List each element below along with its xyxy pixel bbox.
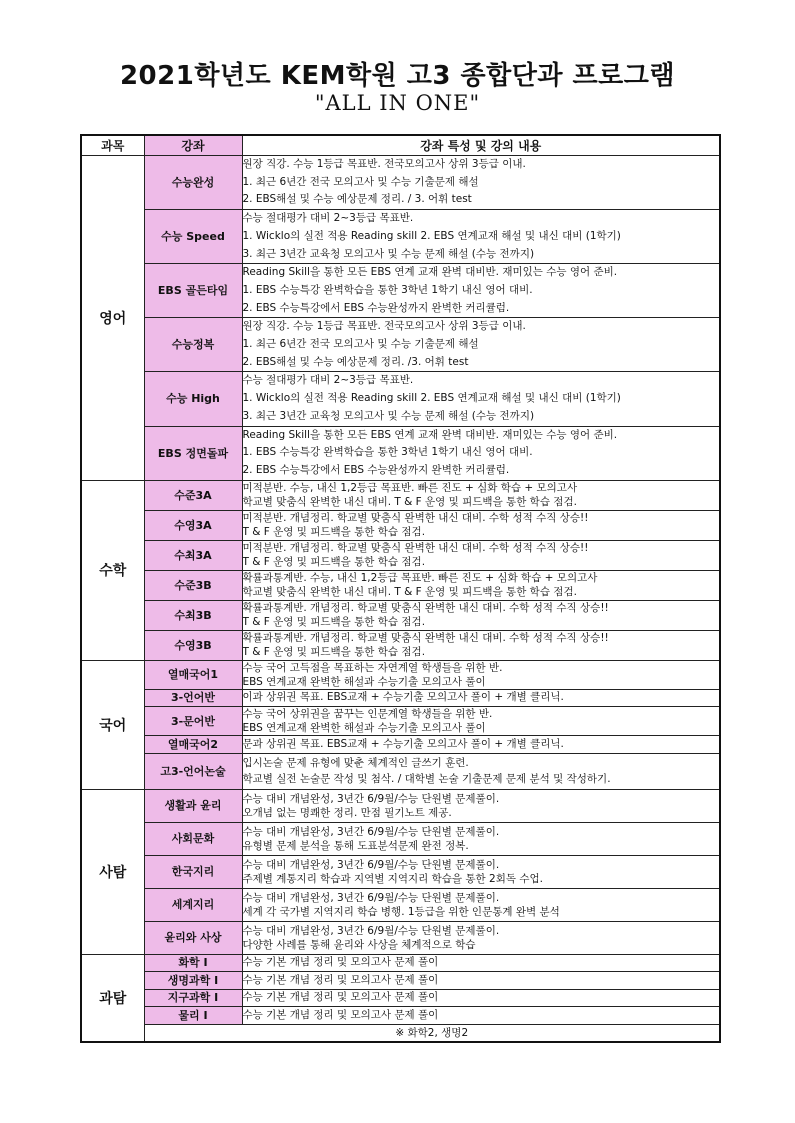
table-row	[81, 707, 720, 736]
subject-cell: 영어	[81, 156, 144, 481]
table-row	[81, 789, 720, 822]
page-subtitle: "ALL IN ONE"	[314, 91, 481, 115]
course-name: 수영3B	[144, 630, 242, 660]
description-line: 다양한 사례를 통해 윤리와 사상을 체계적으로 학습	[242, 938, 476, 951]
description-line: 문과 상위권 목표. EBS교재 + 수능기출 모의고사 풀이 + 개별 클리닉.	[242, 737, 564, 750]
course-name: 한국지리	[144, 855, 242, 888]
course-description	[242, 630, 720, 660]
course-description	[242, 510, 720, 540]
course-description	[242, 972, 720, 990]
course-description	[242, 570, 720, 600]
table-row	[81, 510, 720, 540]
description-line: 오개념 없는 명쾌한 정리. 만점 필기노트 제공.	[242, 806, 452, 819]
description-line: 원장 직강. 수능 1등급 목표반. 전국모의고사 상위 3등급 이내.	[242, 320, 526, 333]
course-name: 세계지리	[144, 888, 242, 921]
table-body	[81, 156, 720, 1042]
description-line: EBS 연계교재 완벽한 해설과 수능기출 모의고사 풀이	[242, 675, 486, 688]
description-line: 수능 기본 개념 정리 및 모의고사 문제 풀이	[242, 1008, 439, 1021]
description-line: 1. 최근 6년간 전국 모의고사 및 수능 기출문제 해설	[242, 338, 479, 351]
course-name: 생활과 윤리	[144, 789, 242, 822]
description-line: 미적분반. 개념정리. 학교별 맞춤식 완벽한 내신 대비. 수학 성적 수직 상승!!	[242, 542, 589, 555]
table-row	[81, 210, 720, 264]
description-line: 수능 대비 개념완성, 3년간 6/9월/수능 단원별 문제풀이.	[242, 825, 500, 838]
note-cell: ※ 화학2, 생명2	[144, 1024, 720, 1042]
course-description	[242, 264, 720, 318]
description-line: 확률과통계반. 개념정리. 학교별 맞춤식 완벽한 내신 대비. 수학 성적 수직 상승!!	[242, 602, 609, 615]
course-description	[242, 954, 720, 972]
description-line: 수능 국어 고득점을 목표하는 자연계열 학생들을 위한 반.	[242, 661, 503, 674]
course-description	[242, 888, 720, 921]
description-line: 수능 절대평가 대비 2~3등급 목표반.	[242, 212, 414, 225]
table-row	[81, 372, 720, 426]
course-name: 수준3A	[144, 480, 242, 510]
course-description	[242, 753, 720, 789]
description-line: 수능 기본 개념 정리 및 모의고사 문제 풀이	[242, 956, 439, 969]
course-name: 수최3A	[144, 540, 242, 570]
description-line: 학교별 맞춤식 완벽한 내신 대비. T & F 운영 및 피드백을 통한 학습 점검.	[242, 586, 577, 599]
course-description	[242, 426, 720, 480]
description-line: 1. 최근 6년간 전국 모의고사 및 수능 기출문제 해설	[242, 175, 479, 188]
table-row	[81, 1007, 720, 1025]
course-name: 윤리와 사상	[144, 921, 242, 954]
description-line: 수능 기본 개념 정리 및 모의고사 문제 풀이	[242, 991, 439, 1004]
description-line: 이과 상위권 목표. EBS교재 + 수능기출 모의고사 풀이 + 개별 클리닉.	[242, 691, 564, 704]
course-description	[242, 822, 720, 855]
table-row	[81, 989, 720, 1007]
table-row	[81, 921, 720, 954]
table-row	[81, 888, 720, 921]
table-row	[81, 630, 720, 660]
course-name: 열매국어2	[144, 736, 242, 754]
course-name: 물리 I	[144, 1007, 242, 1025]
description-line: 1. EBS 수능특강 완벽학습을 통한 3학년 1학기 내신 영어 대비.	[242, 446, 533, 459]
description-line: 2. EBS해설 및 수능 예상문제 정리. / 3. 어휘 test	[242, 193, 472, 206]
course-name: 수영3A	[144, 510, 242, 540]
table-header-row	[81, 135, 720, 156]
course-name: 수능 High	[144, 372, 242, 426]
description-line: 수능 대비 개념완성, 3년간 6/9월/수능 단원별 문제풀이.	[242, 858, 500, 871]
note-row	[81, 1024, 720, 1042]
table-row	[81, 972, 720, 990]
course-description	[242, 789, 720, 822]
course-description	[242, 318, 720, 372]
description-line: T & F 운영 및 피드백을 통한 학습 점검.	[242, 646, 426, 659]
table-row	[81, 855, 720, 888]
course-description	[242, 707, 720, 736]
description-line: 1. Wicklo의 실전 적용 Reading skill 2. EBS 연계교재 해설 및 내신 대비 (1학기)	[242, 392, 621, 405]
header-subject: 과목	[81, 135, 144, 156]
description-line: Reading Skill을 통한 모든 EBS 연계 교재 완벽 대비반. 재미있는 수능 영어 준비.	[242, 428, 618, 441]
description-line: 수능 절대평가 대비 2~3등급 목표반.	[242, 374, 414, 387]
table-row	[81, 264, 720, 318]
description-line: EBS 연계교재 완벽한 해설과 수능기출 모의고사 풀이	[242, 722, 486, 735]
description-line: 2. EBS 수능특강에서 EBS 수능완성까지 완벽한 커리큘럼.	[242, 463, 510, 476]
program-table	[80, 134, 721, 1043]
table-row	[81, 736, 720, 754]
description-line: 수능 기본 개념 정리 및 모의고사 문제 풀이	[242, 973, 439, 986]
course-name: 수능정복	[144, 318, 242, 372]
table-row	[81, 954, 720, 972]
course-description	[242, 372, 720, 426]
table-row	[81, 156, 720, 210]
course-name: 화학 I	[144, 954, 242, 972]
course-name: 수능완성	[144, 156, 242, 210]
description-line: T & F 운영 및 피드백을 통한 학습 점검.	[242, 616, 426, 629]
header-course: 강좌	[144, 135, 242, 156]
header-description: 강좌 특성 및 강의 내용	[242, 135, 720, 156]
description-line: 1. EBS 수능특강 완벽학습을 통한 3학년 1학기 내신 영어 대비.	[242, 283, 533, 296]
table-row	[81, 660, 720, 689]
course-name: 수준3B	[144, 570, 242, 600]
description-line: 수능 대비 개념완성, 3년간 6/9월/수능 단원별 문제풀이.	[242, 891, 500, 904]
description-line: 학교별 실전 논술문 작성 및 첨삭. / 대학별 논술 기출문제 문제 분석 및 작성하기.	[242, 773, 611, 786]
course-name: 지구과학 I	[144, 989, 242, 1007]
subject-cell: 과탐	[81, 954, 144, 1042]
course-name: EBS 골든타임	[144, 264, 242, 318]
course-description	[242, 540, 720, 570]
description-line: 3. 최근 3년간 교육청 모의고사 및 수능 문제 해설 (수능 전까지)	[242, 247, 535, 260]
description-line: 2. EBS 수능특강에서 EBS 수능완성까지 완벽한 커리큘럼.	[242, 301, 510, 314]
course-name: 고3-언어논술	[144, 753, 242, 789]
description-line: 3. 최근 3년간 교육청 모의고사 및 수능 문제 해설 (수능 전까지)	[242, 409, 535, 422]
table-row	[81, 570, 720, 600]
course-name: 생명과학 I	[144, 972, 242, 990]
course-description	[242, 210, 720, 264]
description-line: 입시논술 문제 유형에 맞춘 체계적인 글쓰기 훈련.	[242, 756, 469, 769]
description-line: 확률과통계반. 개념정리. 학교별 맞춤식 완벽한 내신 대비. 수학 성적 수직 상승!!	[242, 632, 609, 645]
description-line: 유형별 문제 분석을 통해 도표분석문제 완전 정복.	[242, 839, 469, 852]
description-line: 확률과통계반. 수능, 내신 1,2등급 목표반. 빠른 진도 + 심화 학습 + 모의고사	[242, 572, 598, 585]
course-description	[242, 1007, 720, 1025]
table-row	[81, 689, 720, 707]
table-row	[81, 822, 720, 855]
description-line: 학교별 맞춤식 완벽한 내신 대비. T & F 운영 및 피드백을 통한 학습 점검.	[242, 496, 577, 509]
course-description	[242, 480, 720, 510]
table-row	[81, 426, 720, 480]
description-line: 주제별 계통지리 학습과 지역별 지역지리 학습을 통한 2회독 수업.	[242, 872, 543, 885]
subject-cell: 국어	[81, 660, 144, 789]
course-name: 3-언어반	[144, 689, 242, 707]
page-title: 2021학년도 KEM학원 고3 종합단과 프로그램	[119, 61, 676, 91]
table-row	[81, 753, 720, 789]
subject-cell: 사탐	[81, 789, 144, 954]
description-line: 수능 대비 개념완성, 3년간 6/9월/수능 단원별 문제풀이.	[242, 924, 500, 937]
description-line: 원장 직강. 수능 1등급 목표반. 전국모의고사 상위 3등급 이내.	[242, 158, 526, 170]
description-line: Reading Skill을 통한 모든 EBS 연계 교재 완벽 대비반. 재미있는 수능 영어 준비.	[242, 266, 618, 279]
course-description	[242, 689, 720, 707]
course-name: EBS 정면돌파	[144, 426, 242, 480]
course-description	[242, 989, 720, 1007]
course-description	[242, 855, 720, 888]
description-line: 1. Wicklo의 실전 적용 Reading skill 2. EBS 연계교재 해설 및 내신 대비 (1학기)	[242, 229, 621, 242]
description-line: 2. EBS해설 및 수능 예상문제 정리. /3. 어휘 test	[242, 355, 469, 368]
table-row	[81, 480, 720, 510]
description-line: 세계 각 국가별 지역지리 학습 병행. 1등급을 위한 인문통계 완벽 분석	[242, 905, 560, 918]
table-row	[81, 600, 720, 630]
description-line: 수능 대비 개념완성, 3년간 6/9월/수능 단원별 문제풀이.	[242, 792, 500, 805]
course-description	[242, 660, 720, 689]
table-row	[81, 540, 720, 570]
description-line: 미적분반. 수능, 내신 1,2등급 목표반. 빠른 진도 + 심화 학습 + 모의고사	[242, 482, 578, 495]
description-line: 미적분반. 개념정리. 학교별 맞춤식 완벽한 내신 대비. 수학 성적 수직 상승!!	[242, 512, 589, 525]
subject-cell: 수학	[81, 480, 144, 660]
course-name: 열매국어1	[144, 660, 242, 689]
table-row	[81, 318, 720, 372]
course-description	[242, 736, 720, 754]
course-name: 사회문화	[144, 822, 242, 855]
description-line: T & F 운영 및 피드백을 통한 학습 점검.	[242, 526, 426, 539]
course-description	[242, 156, 720, 210]
course-name: 수능 Speed	[144, 210, 242, 264]
course-description	[242, 921, 720, 954]
course-name: 3-문어반	[144, 707, 242, 736]
description-line: 수능 국어 상위권을 꿈꾸는 인문계열 학생들을 위한 반.	[242, 708, 493, 721]
course-name: 수최3B	[144, 600, 242, 630]
course-description	[242, 600, 720, 630]
description-line: T & F 운영 및 피드백을 통한 학습 점검.	[242, 556, 426, 569]
